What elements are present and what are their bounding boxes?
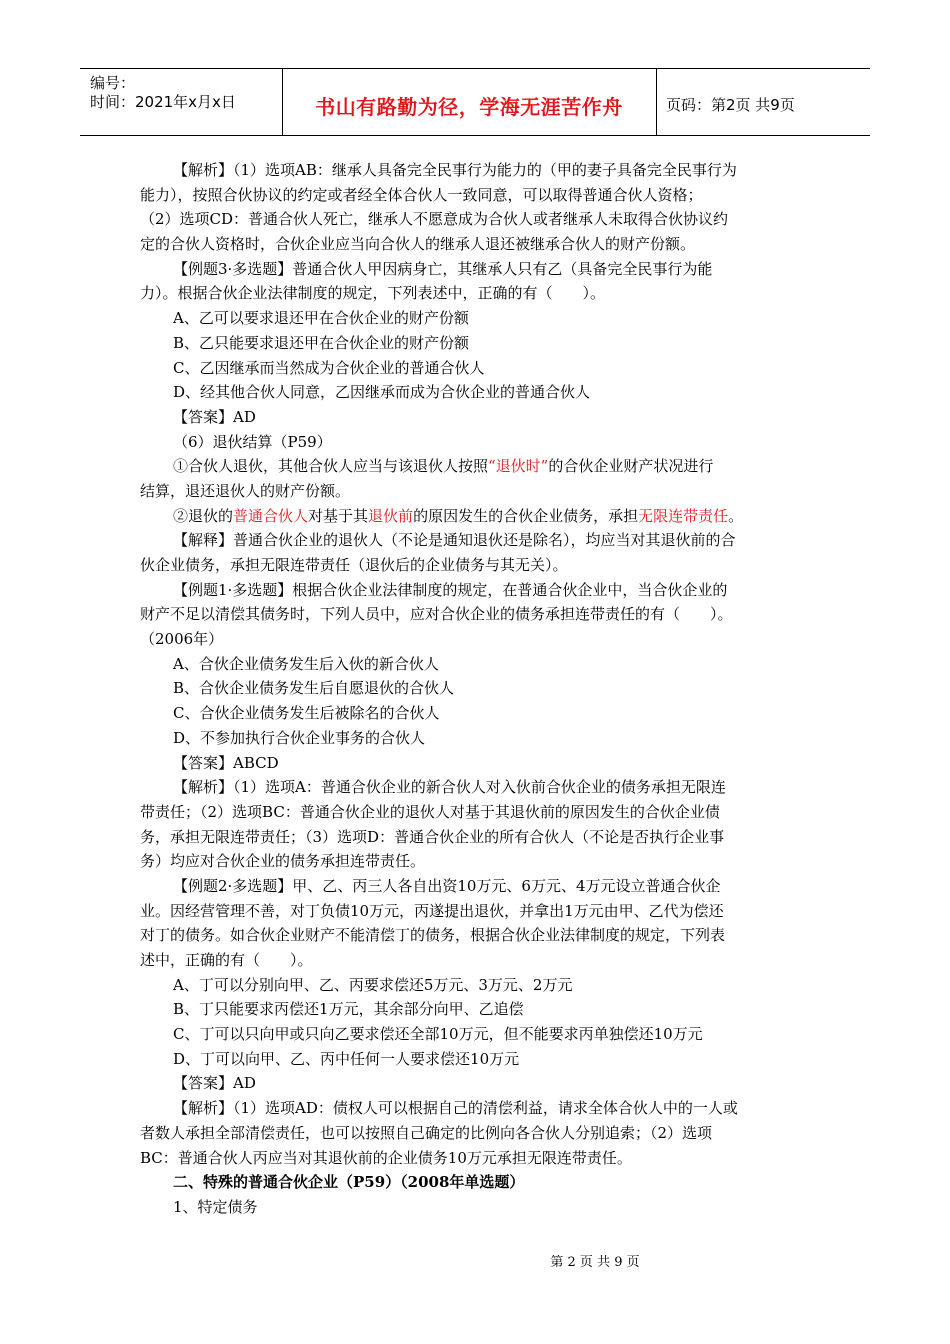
- text-line: （2006年）: [140, 630, 224, 649]
- text-segment: 。: [728, 506, 744, 525]
- page-footer: 第 2 页 共 9 页: [550, 1255, 640, 1270]
- highlight-text: “退伙时”: [488, 457, 549, 476]
- text-line: 【解析】（1）选项AD：债权人可以根据自己的清偿利益，请求全体合伙人中的一人或: [173, 1099, 738, 1118]
- text-line: 【解析】（1）选项AB：继承人具备完全民事行为能力的（甲的妻子具备完全民事行为: [173, 161, 737, 179]
- subheading-line: （6）退伙结算（P59）: [173, 432, 332, 451]
- highlight-text: 普通合伙人: [233, 506, 309, 525]
- text-line: 述中，正确的有（ ）。: [140, 951, 313, 969]
- text-line: 【例题1·多选题】根据合伙企业法律制度的规定，在普通合伙企业中，当合伙企业的: [173, 580, 728, 599]
- text-segment: ②退伙的: [173, 506, 234, 525]
- answer-line: 【答案】AD: [173, 1074, 256, 1093]
- subheading-line: 1、特定债务: [173, 1197, 258, 1216]
- header-middle-cell: [282, 69, 657, 135]
- text-line: 务）均应对合伙企业的债务承担连带责任。: [140, 852, 426, 871]
- answer-line: 【答案】AD: [173, 407, 256, 426]
- header-page-label: 页码：第2页 共9页: [666, 96, 795, 114]
- text-line: 务，承担无限连带责任；（3）选项D：普通合伙企业的所有合伙人（不论是否执行企业事: [140, 827, 725, 846]
- header-right-cell: [656, 69, 870, 135]
- text-line: 定的合伙人资格时，合伙企业应当向合伙人的继承人退还被继承合伙人的财产份额。: [140, 235, 696, 254]
- option-line: B、乙只能要求退还甲在合伙企业的财产份额: [173, 333, 470, 352]
- option-line: C、丁可以只向甲或只向乙要求偿还全部10万元，但不能要求丙单独偿还10万元: [173, 1025, 703, 1044]
- option-line: A、丁可以分别向甲、乙、丙要求偿还5万元、3万元、2万元: [173, 975, 573, 994]
- text-line: BC：普通合伙人丙应当对其退伙前的企业债务10万元承担无限连带责任。: [140, 1148, 632, 1167]
- text-line: 伙企业债务，承担无限连带责任（退伙后的企业债务与其无关）。: [140, 556, 568, 574]
- text-line: [140, 504, 808, 529]
- text-segment: 对基于其: [308, 506, 369, 525]
- text-line: [140, 454, 808, 479]
- option-line: B、合伙企业债务发生后自愿退伙的合伙人: [173, 679, 455, 698]
- option-line: B、丁只能要求丙偿还1万元，其余部分向甲、乙追偿: [173, 1000, 524, 1019]
- text-line: （2）选项CD：普通合伙人死亡，继承人不愿意成为合伙人或者继承人未取得合伙协议约: [140, 210, 729, 229]
- header-left-cell: [80, 69, 283, 135]
- text-line: 业。因经营管理不善，对丁负债10万元，丙遂提出退伙，并拿出1万元由甲、乙代为偿还: [140, 901, 724, 920]
- text-line: 结算，退还退伙人的财产份额。: [140, 481, 351, 500]
- text-segment: 的原因发生的合伙企业债务，承担: [413, 506, 639, 525]
- page-header: [80, 68, 870, 136]
- text-line: 【解释】普通合伙企业的退伙人（不论是通知退伙还是除名），均应当对其退伙前的合: [173, 531, 736, 550]
- option-line: C、合伙企业债务发生后被除名的合伙人: [173, 704, 440, 723]
- text-line: 【例题3·多选题】普通合伙人甲因病身亡，其继承人只有乙（具备完全民事行为能: [173, 259, 713, 278]
- header-motto: 书山有路勤为径，学海无涯苦作舟: [315, 95, 623, 119]
- document-body: [140, 158, 808, 1220]
- document-number-label: 编号：: [90, 74, 136, 92]
- text-segment: ①合伙人退伙，其他合伙人应当与该退伙人按照: [173, 457, 489, 476]
- text-line: 【例题2·多选题】甲、乙、丙三人各自出资10万元、6万元、4万元设立普通合伙企: [173, 876, 721, 895]
- option-line: D、经其他合伙人同意，乙因继承而成为合伙企业的普通合伙人: [173, 383, 591, 402]
- option-line: A、乙可以要求退还甲在合伙企业的财产份额: [173, 309, 469, 328]
- option-line: C、乙因继承而当然成为合伙企业的普通合伙人: [173, 358, 485, 377]
- text-line: 对丁的债务。如合伙企业财产不能清偿丁的债务，根据合伙企业法律制度的规定，下列表: [140, 926, 726, 945]
- text-line: 力）。根据合伙企业法律制度的规定，下列表述中，正确的有（ ）。: [140, 284, 606, 303]
- highlight-text: 退伙前: [368, 506, 414, 525]
- text-segment: 的合伙企业财产状况进行: [548, 457, 714, 476]
- document-time-label: 时间：2021年x月x日: [90, 93, 236, 111]
- option-line: D、不参加执行合伙企业事务的合伙人: [173, 728, 426, 747]
- text-line: 财产不足以清偿其债务时，下列人员中，应对合伙企业的债务承担连带责任的有（ ）。: [140, 605, 733, 624]
- text-line: 带责任；（2）选项BC：普通合伙企业的退伙人对基于其退伙前的原因发生的合伙企业债: [140, 802, 720, 821]
- section-heading: 二、特殊的普通合伙企业（P59）（2008年单选题）: [173, 1173, 525, 1192]
- text-line: 【解析】（1）选项A：普通合伙企业的新合伙人对入伙前合伙企业的债务承担无限连: [173, 778, 726, 797]
- option-line: A、合伙企业债务发生后入伙的新合伙人: [173, 654, 439, 673]
- option-line: D、丁可以向甲、乙、丙中任何一人要求偿还10万元: [173, 1049, 520, 1068]
- answer-line: 【答案】ABCD: [173, 753, 279, 772]
- highlight-text: 无限连带责任: [638, 506, 729, 525]
- text-line: 者数人承担全部清偿责任，也可以按照自己确定的比例向各合伙人分别追索；（2）选项: [140, 1123, 713, 1142]
- text-line: 能力），按照合伙协议的约定或者经全体合伙人一致同意，可以取得普通合伙人资格；: [140, 185, 703, 204]
